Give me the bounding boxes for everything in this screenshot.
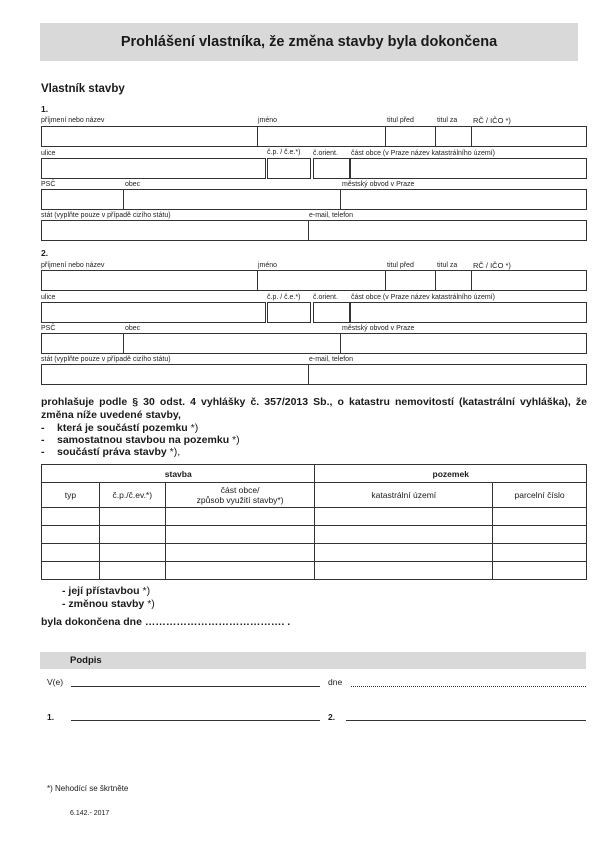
label-name: jméno bbox=[258, 117, 278, 124]
owner-1-district-field[interactable] bbox=[340, 189, 587, 210]
date-label: dne bbox=[328, 677, 343, 687]
label-state: stát (vyplňte pouze v případě cizího státu) bbox=[41, 212, 171, 219]
declaration-bullet-1: - která je součástí pozemku *) bbox=[41, 422, 199, 434]
owner-2-psc-field[interactable] bbox=[41, 333, 124, 354]
table-cell[interactable] bbox=[315, 544, 493, 562]
table-cell[interactable] bbox=[99, 544, 165, 562]
owner-2-rc-field[interactable] bbox=[471, 270, 587, 291]
table-row bbox=[42, 526, 587, 544]
table-cell[interactable] bbox=[165, 526, 315, 544]
label-surname: příjmení nebo název bbox=[41, 117, 105, 124]
table-cell[interactable] bbox=[165, 562, 315, 580]
table-row bbox=[42, 508, 587, 526]
label-surname: příjmení nebo název bbox=[41, 262, 105, 269]
owner-2-surname-field[interactable] bbox=[41, 270, 258, 291]
table-cell[interactable] bbox=[315, 562, 493, 580]
owner-1-corient-field[interactable] bbox=[313, 158, 350, 179]
label-street: ulice bbox=[41, 150, 56, 157]
owner-1-state-field[interactable] bbox=[41, 220, 309, 241]
label-street: ulice bbox=[41, 294, 56, 301]
label-rc-ico: RČ / IČO *) bbox=[473, 116, 511, 125]
table-cell[interactable] bbox=[99, 526, 165, 544]
label-town: obec bbox=[125, 181, 141, 188]
signature-2-field[interactable] bbox=[346, 720, 586, 721]
owner-2-district-field[interactable] bbox=[340, 333, 587, 354]
label-email: e-mail, telefon bbox=[309, 212, 353, 219]
declaration-text: prohlašuje podle § 30 odst. 4 vyhlášky č. 357/2013 Sb., o katastru nemovitostí (katastrální vyhláška), že změna níže uvedené stavby, bbox=[41, 396, 587, 421]
owner-1-surname-field[interactable] bbox=[41, 126, 258, 147]
owner-1-email-field[interactable] bbox=[308, 220, 587, 241]
table-group-header-stavba: stavba bbox=[42, 465, 315, 483]
label-cp-ce: č.p. / č.e.*) bbox=[267, 294, 301, 301]
table-row bbox=[42, 544, 587, 562]
table-cell[interactable] bbox=[42, 508, 100, 526]
label-psc: PSČ bbox=[41, 181, 56, 188]
owner-2-cp-field[interactable] bbox=[267, 302, 311, 323]
owner-1-title-after-field[interactable] bbox=[435, 126, 472, 147]
date-field[interactable] bbox=[351, 686, 586, 687]
owner-2-email-field[interactable] bbox=[308, 364, 587, 385]
completed-date-line: byla dokončena dne …………………………………. . bbox=[41, 616, 291, 628]
table-cell[interactable] bbox=[493, 544, 587, 562]
label-town: obec bbox=[125, 325, 141, 332]
table-col-typ: typ bbox=[42, 483, 100, 508]
owner-1-part-of-town-field[interactable] bbox=[350, 158, 587, 179]
owner-2-part-of-town-field[interactable] bbox=[350, 302, 587, 323]
declaration-bullet-2: - samostatnou stavbou na pozemku *) bbox=[41, 434, 240, 446]
label-psc: PSČ bbox=[41, 325, 56, 332]
owner-2-title-before-field[interactable] bbox=[385, 270, 436, 291]
table-cell[interactable] bbox=[42, 544, 100, 562]
owner-1-title-before-field[interactable] bbox=[385, 126, 436, 147]
signature-header-bar bbox=[40, 652, 586, 669]
owner-2-title-after-field[interactable] bbox=[435, 270, 472, 291]
label-cp-ce: č.p. / č.e.*) bbox=[267, 149, 301, 156]
owner-2-town-field[interactable] bbox=[123, 333, 341, 354]
table-cell[interactable] bbox=[315, 526, 493, 544]
table-cell[interactable] bbox=[493, 526, 587, 544]
signature-1-field[interactable] bbox=[71, 720, 320, 721]
label-c-orient: č.orient. bbox=[313, 150, 338, 157]
table-cell[interactable] bbox=[493, 508, 587, 526]
owner-2-state-field[interactable] bbox=[41, 364, 309, 385]
declaration-bullet-3: - součástí práva stavby *), bbox=[41, 446, 181, 458]
table-group-header-pozemek: pozemek bbox=[315, 465, 587, 483]
label-part-of-town: část obce (v Praze název katastrálního území) bbox=[351, 150, 495, 157]
signature-heading: Podpis bbox=[70, 655, 102, 666]
owner-1-rc-field[interactable] bbox=[471, 126, 587, 147]
after-bullet-1: - její přístavbou *) bbox=[62, 585, 151, 597]
owner-1-name-field[interactable] bbox=[257, 126, 386, 147]
table-cell[interactable] bbox=[42, 526, 100, 544]
label-state: stát (vyplňte pouze v případě cizího státu) bbox=[41, 356, 171, 363]
page-title: Prohlášení vlastníka, že změna stavby byla dokončena bbox=[120, 34, 498, 50]
label-title-after: titul za bbox=[437, 262, 458, 269]
owner-2-name-field[interactable] bbox=[257, 270, 386, 291]
label-district: městský obvod v Praze bbox=[342, 181, 415, 188]
table-col-parcel: parcelní číslo bbox=[493, 483, 587, 508]
label-title-before: titul před bbox=[387, 262, 414, 269]
owner-1-number: 1. bbox=[41, 104, 49, 114]
section-heading-owner: Vlastník stavby bbox=[41, 83, 125, 95]
owner-2-corient-field[interactable] bbox=[313, 302, 350, 323]
label-title-before: titul před bbox=[387, 117, 414, 124]
table-cell[interactable] bbox=[165, 508, 315, 526]
owner-2-street-field[interactable] bbox=[41, 302, 266, 323]
table-row bbox=[42, 562, 587, 580]
table-col-ku: katastrální území bbox=[315, 483, 493, 508]
table-cell[interactable] bbox=[99, 508, 165, 526]
label-rc-ico: RČ / IČO *) bbox=[473, 261, 511, 270]
place-field[interactable] bbox=[71, 686, 320, 687]
label-title-after: titul za bbox=[437, 117, 458, 124]
form-code: 6.142.- 2017 bbox=[70, 810, 110, 817]
after-bullet-2: - změnou stavby *) bbox=[62, 598, 155, 610]
owner-1-street-field[interactable] bbox=[41, 158, 266, 179]
owner-1-town-field[interactable] bbox=[123, 189, 341, 210]
table-col-cp: č.p./č.ev.*) bbox=[99, 483, 165, 508]
owner-2-number: 2. bbox=[41, 248, 49, 258]
label-part-of-town: část obce (v Praze název katastrálního území) bbox=[351, 294, 495, 301]
building-table bbox=[41, 464, 587, 580]
label-name: jméno bbox=[258, 262, 278, 269]
table-cell[interactable] bbox=[42, 562, 100, 580]
owner-1-cp-field[interactable] bbox=[267, 158, 311, 179]
place-label: V(e) bbox=[47, 677, 64, 687]
signature-2-label: 2. bbox=[328, 712, 336, 722]
table-cell[interactable] bbox=[493, 562, 587, 580]
table-cell[interactable] bbox=[165, 544, 315, 562]
table-col-cast-obce: část obce/ způsob využití stavby*) bbox=[165, 483, 315, 508]
signature-1-label: 1. bbox=[47, 712, 55, 722]
footnote: *) Nehodící se škrtněte bbox=[47, 784, 129, 793]
owner-1-psc-field[interactable] bbox=[41, 189, 124, 210]
label-email: e-mail, telefon bbox=[309, 356, 353, 363]
table-cell[interactable] bbox=[315, 508, 493, 526]
label-district: městský obvod v Praze bbox=[342, 325, 415, 332]
label-c-orient: č.orient. bbox=[313, 294, 338, 301]
table-cell[interactable] bbox=[99, 562, 165, 580]
